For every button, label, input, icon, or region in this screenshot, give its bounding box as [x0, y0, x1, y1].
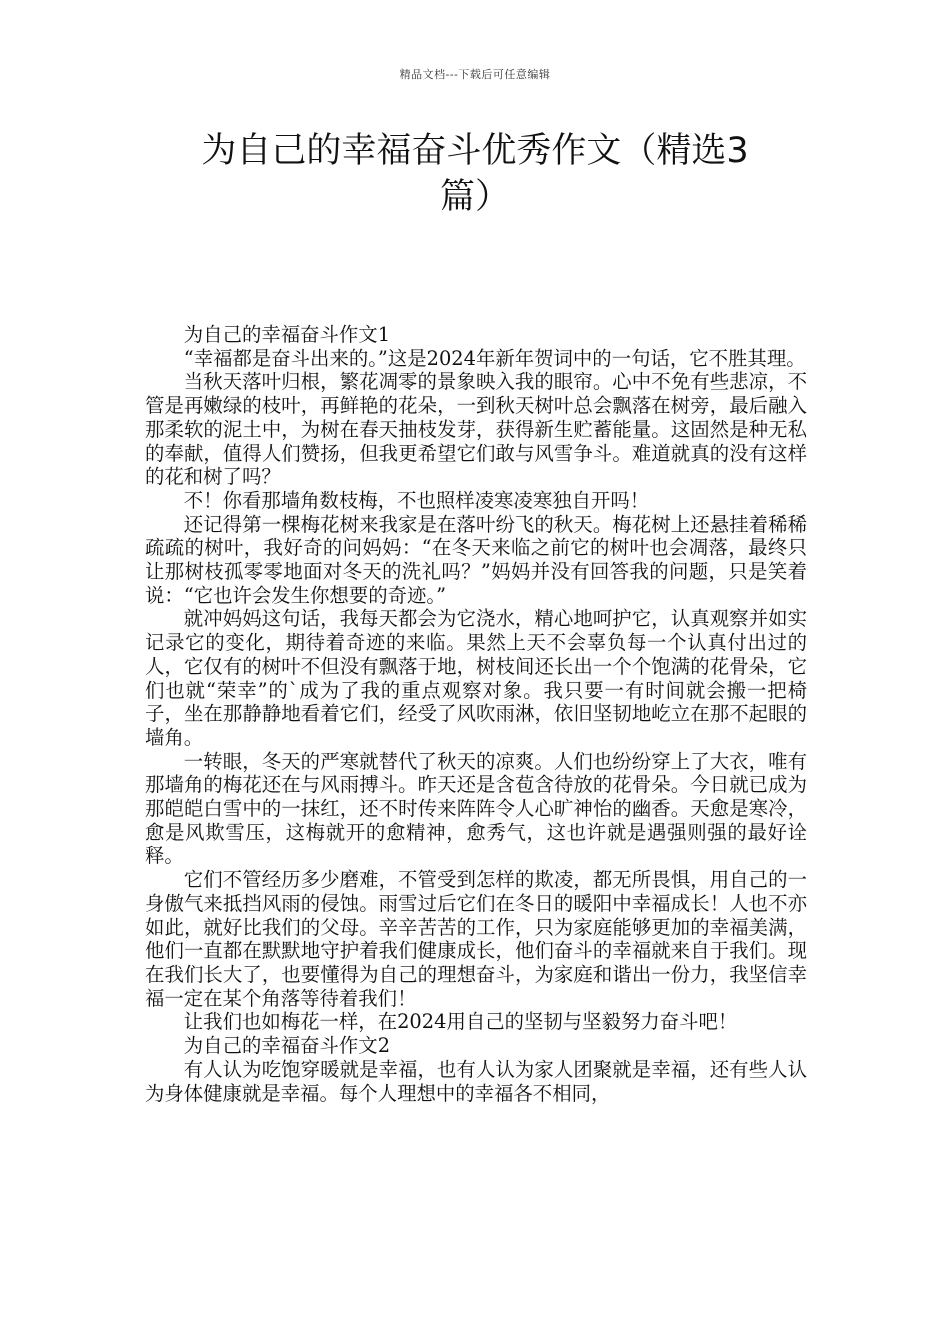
- paragraph: 有人认为吃饱穿暖就是幸福，也有人认为家人团聚就是幸福，还有些人认为身体健康就是幸福。每个人理想中的幸福各不相同，: [145, 1057, 807, 1105]
- paragraph: “幸福都是奋斗出来的。”这是2024年新年贺词中的一句话，它不胜其理。: [183, 346, 806, 370]
- header-note: 精品文档---下载后可任意编辑: [399, 68, 551, 81]
- paragraph: 就冲妈妈这句话，我每天都会为它浇水，精心地呵护它，认真观察并如实记录它的变化，期待着奇迹的来临。果然上天不会辜负每一个认真付出过的人，它仅有的树叶不但没有飘落于地，树枝间还长出一个个饱满的花骨朵，它们也就“荣幸”的`成为了我的重点观察对象。我只要一有时间就会搬一把椅子，坐在那静静地看着它们，经受了风吹雨淋，依旧坚韧地屹立在那不起眼的墙角。: [145, 607, 807, 749]
- page-title: [140, 128, 810, 220]
- document-body: [145, 323, 807, 1105]
- section-heading: 为自己的幸福奋斗作文2: [183, 1034, 391, 1058]
- paragraph: 它们不管经历多少磨难，不管受到怎样的欺凌，都无所畏惧，用自己的一身傲气来抵挡风雨的侵蚀。雨雪过后它们在冬日的暖阳中幸福成长！人也不亦如此，就好比我们的父母。辛辛苦苦的工作，只为家庭能够更加的幸福美满，他们一直都在默默地守护着我们健康成长，他们奋斗的幸福就来自于我们。现在我们长大了，也要懂得为自己的理想奋斗，为家庭和谐出一份力，我坚信幸福一定在某个角落等待着我们！: [145, 868, 807, 1010]
- title-line-1: 为自己的幸福奋斗优秀作文（精选3: [201, 131, 749, 171]
- paragraph: 当秋天落叶归根，繁花凋零的景象映入我的眼帘。心中不免有些悲凉，不管是再嫩绿的枝叶，再鲜艳的花朵，一到秋天树叶总会飘落在树旁，最后融入那柔软的泥土中，为树在春天抽枝发芽，获得新生贮蓄能量。这固然是种无私的奉献，值得人们赞扬，但我更希望它们敢与风雪争斗。难道就真的没有这样的花和树了吗？: [145, 370, 807, 489]
- section-heading: 为自己的幸福奋斗作文1: [183, 323, 391, 346]
- paragraph: 不！你看那墙角数枝梅，不也照样凌寒凌寒独自开吗！: [183, 488, 650, 512]
- paragraph: 让我们也如梅花一样，在2024用自己的坚韧与坚毅努力奋斗吧！: [183, 1010, 738, 1034]
- paragraph: 一转眼，冬天的严寒就替代了秋天的凉爽。人们也纷纷穿上了大衣，唯有那墙角的梅花还在与风雨搏斗。昨天还是含苞含待放的花骨朵。今日就已成为那皑皑白雪中的一抹红，还不时传来阵阵令人心旷神怡的幽香。天愈是寒冷，愈是风欺雪压，这梅就开的愈精神，愈秀气，这也许就是遇强则强的最好诠释。: [145, 749, 807, 868]
- paragraph: 还记得第一棵梅花树来我家是在落叶纷飞的秋天。梅花树上还悬挂着稀稀疏疏的树叶，我好奇的问妈妈：“在冬天来临之前它的树叶也会凋落，最终只让那树枝孤零零地面对冬天的洗礼吗？”妈妈并没有回答我的问题，只是笑着说：“它也许会发生你想要的奇迹。”: [145, 512, 807, 607]
- title-line-2: 篇）: [439, 177, 510, 217]
